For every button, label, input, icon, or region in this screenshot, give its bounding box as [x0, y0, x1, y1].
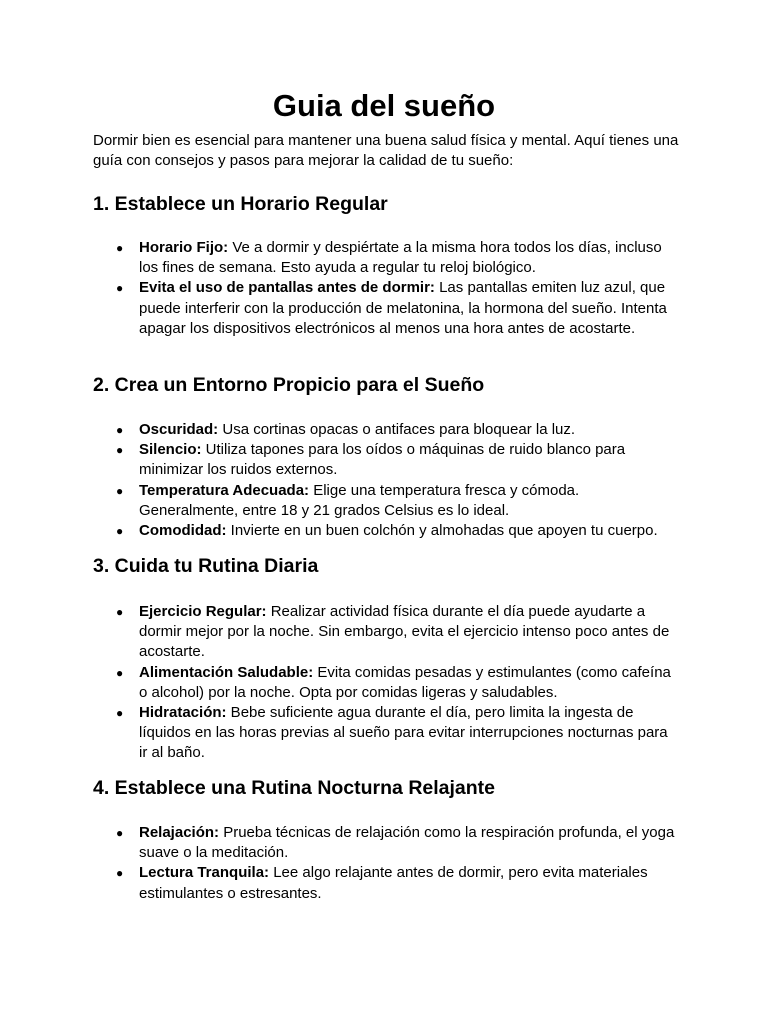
item-text: Lee algo relajante antes de dormir, pero evita materiales estimulantes o estresantes.: [139, 864, 648, 902]
section-horario-regular: [93, 191, 693, 339]
bullet-icon: ●: [116, 443, 124, 458]
page-title: Guia del sueño: [272, 88, 496, 123]
list-item: [93, 703, 679, 764]
item-text: Elige una temperatura fresca y cómoda. Generalmente, entre 18 y 21 grados Celsius es lo ideal.: [139, 481, 580, 519]
section-heading: 1. Establece un Horario Regular: [93, 193, 388, 215]
list-item: [93, 278, 679, 339]
item-text: Utiliza tapones para los oídos o máquinas de ruido blanco para minimizar los ruidos externos.: [139, 441, 626, 479]
list-item: [93, 420, 679, 440]
item-text: Evita comidas pesadas y estimulantes (como cafeína o alcohol) por la noche. Opta por comidas ligeras y saludables.: [139, 663, 671, 701]
list-item: [93, 521, 679, 541]
section-rutina-nocturna: [93, 775, 693, 904]
item-text: Usa cortinas opacas o antifaces para bloquear la luz.: [218, 421, 576, 438]
list-item: [93, 823, 679, 863]
bullet-icon: ●: [116, 241, 124, 255]
item-text: Ve a dormir y despiértate a la misma hora todos los días, incluso los fines de semana. Esto ayuda a regular tu reloj biológico.: [139, 239, 662, 277]
bullet-icon: ●: [116, 423, 124, 437]
list-item: [93, 863, 679, 903]
section-heading: 4. Establece una Rutina Nocturna Relajante: [93, 777, 496, 799]
item-text: Bebe suficiente agua durante el día, pero limita la ingesta de líquidos en las horas previas al sueño para evitar interrupciones nocturnas para ir al baño.: [139, 704, 668, 762]
item-text: Prueba técnicas de relajación como la respiración profunda, el yoga suave o la meditación.: [139, 824, 675, 862]
bullet-icon: ●: [116, 483, 124, 498]
section-heading: 3. Cuida tu Rutina Diaria: [93, 555, 319, 577]
list-item: [93, 238, 679, 278]
item-term: Evita el uso de pantallas antes de dormir:: [139, 279, 435, 297]
bullet-icon: ●: [116, 866, 124, 881]
section-entorno-propicio: [93, 372, 693, 541]
item-text: Las pantallas emiten luz azul, que puede interferir con la producción de melatonina, la hormona del sueño. Intenta apagar los dispositivos electrónicos al menos una hora antes de acostarte.: [139, 279, 667, 337]
item-term: Hidratación:: [139, 704, 227, 722]
item-term: Temperatura Adecuada:: [139, 481, 310, 499]
intro-paragraph: Dormir bien es esencial para mantener una buena salud física y mental. Aquí tienes una guía con consejos y pasos para mejorar la calidad de tu sueño:: [93, 132, 679, 169]
bullet-icon: ●: [116, 706, 124, 721]
list-item: [93, 602, 679, 663]
list-item: [93, 440, 679, 480]
bullet-icon: ●: [116, 665, 124, 680]
item-text: Invierte en un buen colchón y almohadas que apoyen tu cuerpo.: [226, 522, 658, 540]
item-term: Horario Fijo:: [139, 239, 229, 256]
item-term: Oscuridad:: [139, 421, 219, 438]
bullet-list: [93, 238, 693, 339]
section-rutina-diaria: [93, 553, 693, 764]
list-item: [93, 663, 679, 703]
bullet-list: [93, 823, 693, 904]
bullet-icon: ●: [116, 281, 124, 296]
bullet-icon: ●: [116, 826, 124, 840]
list-item: [93, 481, 679, 521]
section-heading: 2. Crea un Entorno Propicio para el Sueño: [93, 374, 485, 396]
item-term: Lectura Tranquila:: [139, 864, 270, 882]
bullet-icon: ●: [116, 605, 124, 619]
item-term: Alimentación Saludable:: [139, 663, 314, 681]
item-term: Comodidad:: [139, 522, 227, 540]
item-term: Ejercicio Regular:: [139, 603, 267, 620]
item-text: Realizar actividad física durante el día puede ayudarte a dormir mejor por la noche. Sin embargo, evita el ejercicio intenso poco antes de acostarte.: [139, 603, 670, 661]
bullet-list: [93, 420, 693, 541]
item-term: Silencio:: [139, 441, 202, 459]
bullet-list: [93, 602, 693, 764]
item-term: Relajación:: [139, 824, 220, 841]
bullet-icon: ●: [116, 524, 124, 539]
